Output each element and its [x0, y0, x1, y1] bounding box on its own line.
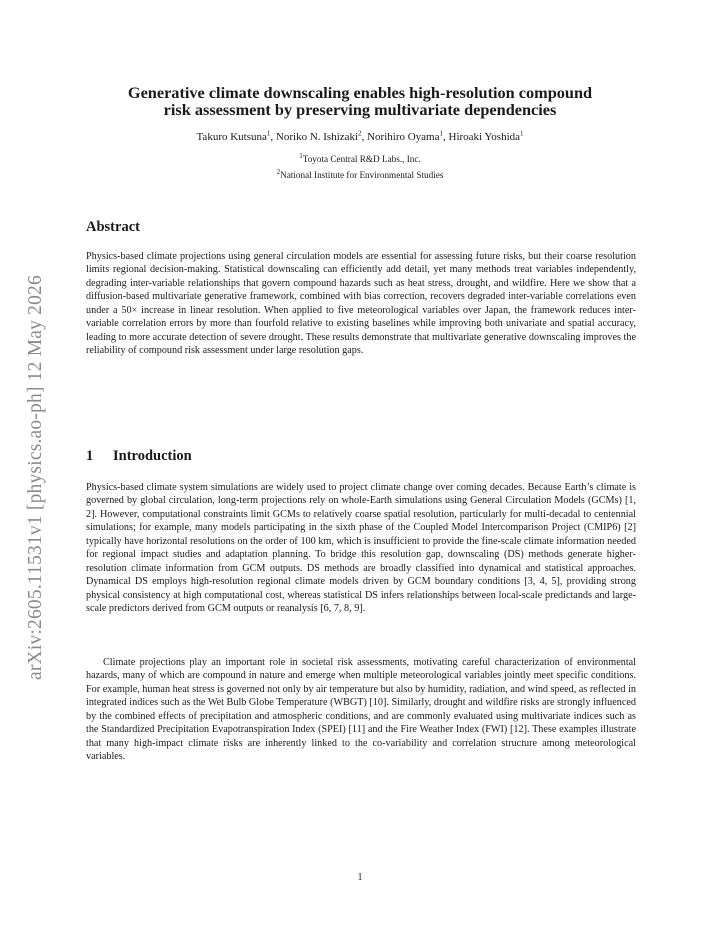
paper-title: [80, 84, 640, 118]
paper-title-line: Generative climate downscaling enables high-resolution compound: [127, 83, 593, 102]
abstract-heading: Abstract: [86, 219, 140, 235]
affiliation-mark: 2: [276, 167, 281, 176]
affiliation-name: Toyota Central R&D Labs., Inc.: [302, 154, 421, 164]
author-name: Hiroaki Yoshida: [448, 131, 521, 143]
affiliation: [80, 169, 640, 181]
author-name: Noriko N. Ishizaki: [275, 131, 359, 143]
affiliation: [80, 153, 640, 165]
author-list: [80, 130, 640, 144]
arxiv-identifier-stamp: arXiv:2605.11531v1 [physics.ao-ph] 12 May 2026: [25, 275, 46, 680]
affiliation-mark: 1: [299, 151, 303, 160]
introduction-paragraph: Physics-based climate system simulations are widely used to project climate change over coming decades. Because Earth’s climate is governed by global circulation, long-term projections rely on whole-Earth simulations using General Circulation Models (GCMs) [1, 2]. However, computational constraints limit GCMs to relatively coarse spatial resolution, particularly for multi-decadal to centennial simulations; for example, many models participating in the sixth phase of the Coupled Model Intercomparison Project (CMIP6) [2] typically have horizontal resolutions on the order of 100 km, which is insufficient to provide the fine-scale climate information needed for regional impact studies and adaptation planning. To bridge this resolution gap, downscaling (DS) methods generate higher-resolution climate information from GCM outputs. DS methods are broadly classified into dynamical and statistical approaches. Dynamical DS employs high-resolution regional climate models driven by GCM boundary conditions [3, 4, 5], providing strong physical consistency at high computational cost, whereas statistical DS infers relationships between local-scale predictands and large-scale predictors derived from GCM outputs or reanalysis [6, 7, 8, 9].: [86, 482, 636, 615]
author-separator: ,: [443, 131, 449, 143]
introduction-paragraph: Climate projections play an important role in societal risk assessments, motivating careful characterization of environmental hazards, many of which are compound in nature and emerge when multiple meteorological variables jointly meet specific conditions. For example, human heat stress is governed not only by air temperature but also by humidity, radiation, and wind speed, as reflected in integrated indices such as the Wet Bulb Globe Temperature (WBGT) [10]. Similarly, drought and wildfire risks are strongly influenced by the combined effects of precipitation and atmospheric conditions, and are commonly evaluated using multivariate indices such as the Standardized Precipitation Evapotranspiration Index (SPEI) [11] and the Fire Weather Index (FWI) [12]. These examples illustrate that many high-impact climate risks are inherently linked to the co-variability and correlation structure among meteorological variables.: [86, 657, 636, 763]
author: [276, 131, 367, 143]
author: [196, 131, 275, 143]
introduction-heading: [86, 448, 192, 465]
author-name: Norihiro Oyama: [367, 131, 440, 143]
author: [449, 131, 524, 143]
affiliation-name: National Institute for Environmental Studies: [280, 170, 444, 180]
affiliation-mark: 1: [520, 129, 524, 138]
page-number: 1: [357, 872, 363, 883]
affiliation-mark: 1: [439, 129, 443, 138]
abstract-text: Physics-based climate projections using general circulation models are essential for assessing future risks, but their coarse resolution limits regional decision-making. Statistical downscaling can efficiently add detail, yet many methods treat variables independently, degrading inter-variable relationships that govern compound hazards such as heat stress, drought, and wildfire. Here we show that a diffusion-based multivariate generative framework, combined with bias correction, recovers degraded inter-variable correlations even under a 50× increase in linear resolution. When applied to five meteorological variables over Japan, the framework reduces inter-variable correlation errors by more than fourfold relative to existing baselines while improving both univariate and spatial accuracy, leading to more accurate detection of severe drought. These results demonstrate that multivariate generative downscaling improves the reliability of compound risk assessment under large resolution gaps.: [86, 251, 636, 357]
paper-title-line: risk assessment by preserving multivariate dependencies: [163, 100, 557, 119]
affiliation-mark: 1: [266, 129, 271, 138]
section-title: Introduction: [113, 448, 192, 464]
section-number: 1: [86, 448, 94, 464]
author: [367, 131, 448, 143]
affiliation-mark: 2: [358, 129, 362, 138]
author-separator: ,: [270, 131, 276, 143]
author-separator: ,: [361, 131, 368, 143]
author-name: Takuro Kutsuna: [196, 131, 267, 143]
